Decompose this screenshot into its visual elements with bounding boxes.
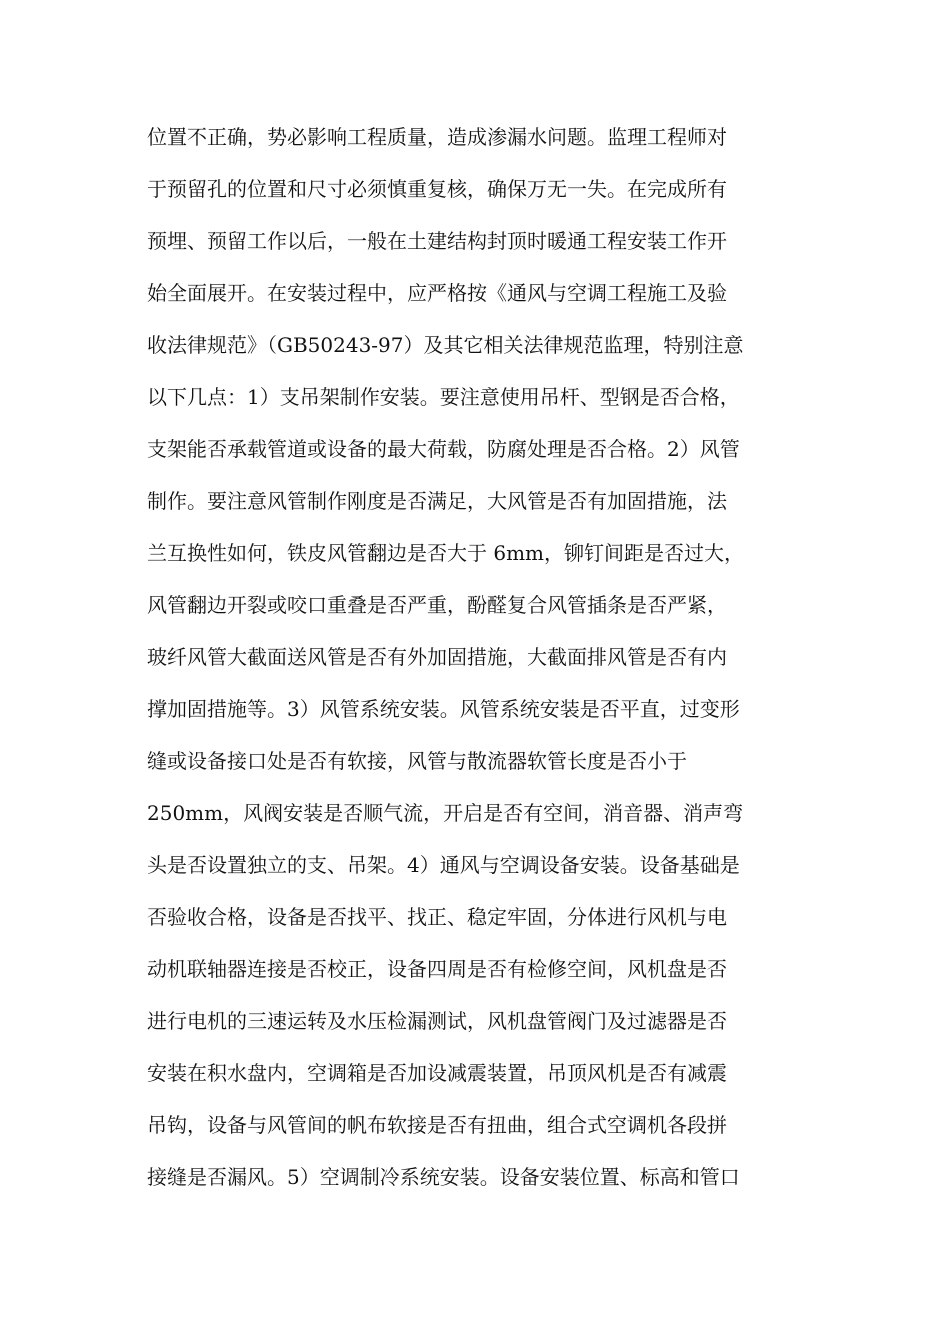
- text-line: 250mm，风阀安装是否顺气流，开启是否有空间，消音器、消声弯: [147, 801, 744, 825]
- text-line: 于预留孔的位置和尺寸必须慎重复核，确保万无一失。在完成所有: [147, 177, 727, 201]
- text-line: 缝或设备接口处是否有软接，风管与散流器软管长度是否小于: [147, 749, 687, 773]
- text-line: 进行电机的三速运转及水压检漏测试，风机盘管阀门及过滤器是否: [147, 1009, 727, 1033]
- text-line: 支架能否承载管道或设备的最大荷载，防腐处理是否合格。2）风管: [147, 437, 740, 461]
- text-line: 制作。要注意风管制作刚度是否满足，大风管是否有加固措施，法: [147, 489, 727, 513]
- text-line: 以下几点：1）支吊架制作安装。要注意使用吊杆、型钢是否合格，: [147, 385, 740, 409]
- text-line: 撑加固措施等。3）风管系统安装。风管系统安装是否平直，过变形: [147, 697, 740, 721]
- text-line: 动机联轴器连接是否校正，设备四周是否有检修空间，风机盘是否: [147, 957, 727, 981]
- text-line: 预埋、预留工作以后，一般在土建结构封顶时暖通工程安装工作开: [147, 229, 727, 253]
- text-line: 始全面展开。在安装过程中，应严格按《通风与空调工程施工及验: [147, 281, 727, 305]
- text-line: 安装在积水盘内，空调箱是否加设减震装置，吊顶风机是否有减震: [147, 1061, 727, 1085]
- text-line: 头是否设置独立的支、吊架。4）通风与空调设备安装。设备基础是: [147, 853, 740, 877]
- body-paragraph: [147, 118, 827, 1210]
- text-line: 位置不正确，势必影响工程质量，造成渗漏水问题。监理工程师对: [147, 125, 727, 149]
- text-line: 否验收合格，设备是否找平、找正、稳定牢固，分体进行风机与电: [147, 905, 727, 929]
- text-line: 兰互换性如何，铁皮风管翻边是否大于 6mm，铆钉间距是否过大，: [147, 541, 745, 565]
- text-line: 吊钩，设备与风管间的帆布软接是否有扭曲，组合式空调机各段拼: [147, 1113, 727, 1137]
- text-line: 玻纤风管大截面送风管是否有外加固措施，大截面排风管是否有内: [147, 645, 727, 669]
- text-line: 接缝是否漏风。5）空调制冷系统安装。设备安装位置、标高和管口: [147, 1165, 740, 1189]
- text-line: 收法律规范》（GB50243-97）及其它相关法律规范监理，特别注意: [147, 333, 744, 357]
- text-line: 风管翻边开裂或咬口重叠是否严重，酚醛复合风管插条是否严紧，: [147, 593, 727, 617]
